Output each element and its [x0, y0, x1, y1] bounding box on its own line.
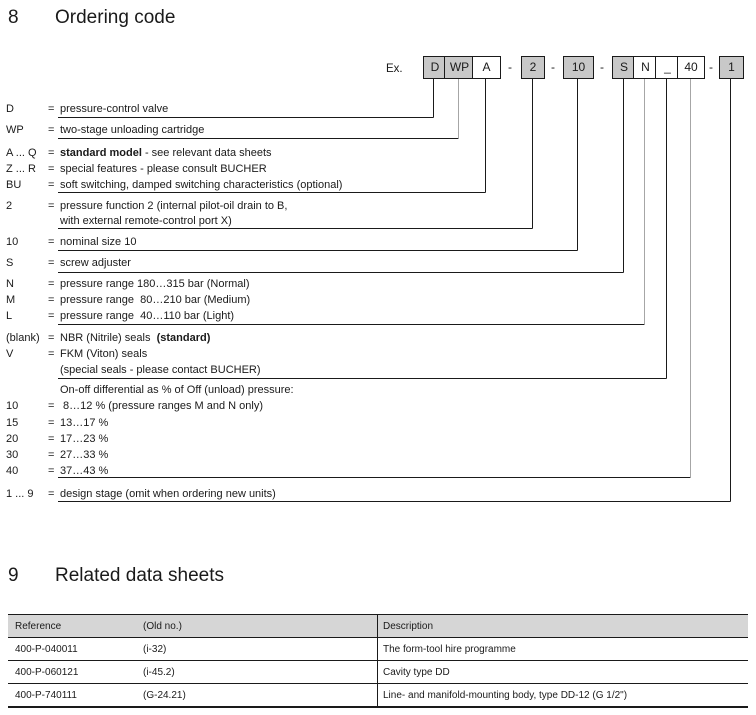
example-label: Ex. — [386, 63, 403, 75]
code-box: WP — [444, 56, 475, 79]
section-8-number: 8 — [8, 7, 19, 28]
code-box: 10 — [563, 56, 594, 79]
ordering-code — [6, 384, 48, 399]
ordering-code: 10 — [6, 400, 19, 412]
ordering-description — [60, 294, 250, 309]
ordering-row — [6, 332, 210, 347]
table-row — [8, 661, 748, 684]
ordering-description — [60, 124, 204, 139]
equals-sign: = — [48, 200, 55, 212]
ordering-description — [60, 433, 108, 448]
description-text: soft switching, damped switching characteristics (optional) — [60, 179, 343, 191]
ordering-description — [60, 200, 287, 215]
equals-sign: = — [48, 278, 55, 290]
cell-description: Cavity type DD — [377, 661, 748, 683]
cell-description: Line- and manifold-mounting body, type DD-12 (G 1/2") — [377, 684, 748, 706]
equals-sign: = — [48, 348, 55, 360]
code-separator: - — [600, 60, 604, 74]
description-text: (special seals - please contact BUCHER) — [60, 364, 261, 376]
code-box: N — [633, 56, 658, 79]
table-row — [8, 684, 748, 706]
description-text: 8…12 % (pressure ranges M and N only) — [60, 400, 263, 412]
description-text: design stage (omit when ordering new units) — [60, 488, 276, 500]
code-box: S — [612, 56, 636, 79]
description-text: screw adjuster — [60, 257, 131, 269]
description-text: 27…33 % — [60, 449, 109, 461]
code-box: 2 — [521, 56, 545, 79]
ordering-description — [60, 449, 108, 464]
table-row — [8, 638, 748, 661]
ordering-description — [60, 257, 131, 272]
ordering-row — [6, 348, 147, 363]
code-box: A — [472, 56, 501, 79]
equals-sign: = — [48, 465, 55, 477]
ordering-row — [6, 179, 342, 194]
equals-sign: = — [48, 310, 55, 322]
ordering-code: 40 — [6, 465, 19, 477]
ordering-row — [6, 124, 204, 139]
equals-sign: = — [48, 257, 55, 269]
ordering-description — [60, 400, 263, 415]
ordering-row — [6, 384, 294, 399]
ordering-description — [60, 103, 168, 118]
equals-sign — [48, 215, 60, 230]
ordering-description — [60, 488, 276, 503]
ordering-row — [6, 200, 287, 215]
ordering-description — [60, 465, 108, 480]
ordering-row — [6, 310, 234, 325]
ordering-code: M — [6, 294, 16, 306]
ordering-row — [6, 215, 232, 230]
code-box: 40 — [677, 56, 705, 79]
description-text: pressure range 40…110 bar (Light) — [60, 310, 235, 322]
description-text: nominal size 10 — [60, 236, 137, 248]
description-text: 17…23 % — [60, 433, 109, 445]
ordering-description — [60, 348, 147, 363]
ordering-description — [60, 179, 342, 194]
ordering-description — [60, 147, 272, 162]
ordering-description — [60, 332, 210, 347]
ordering-row — [6, 103, 168, 118]
description-text: pressure-control valve — [60, 103, 169, 115]
ordering-code: 1 ... 9 — [6, 488, 34, 500]
description-text: pressure range 180…315 bar (Normal) — [60, 278, 250, 290]
description-bold-text: standard model — [60, 147, 142, 159]
ordering-description — [60, 384, 294, 399]
ordering-code — [6, 215, 48, 230]
ordering-row — [6, 147, 272, 162]
description-text: two-stage unloading cartridge — [60, 124, 205, 136]
equals-sign: = — [48, 488, 55, 500]
code-box: D — [423, 56, 447, 79]
code-separator: - — [508, 60, 512, 74]
code-separator: - — [551, 60, 555, 74]
ordering-code: 20 — [6, 433, 19, 445]
ordering-code: (blank) — [6, 332, 40, 344]
equals-sign — [48, 384, 60, 399]
code-box: _ — [655, 56, 680, 79]
ordering-row — [6, 163, 267, 178]
equals-sign: = — [48, 147, 55, 159]
code-separator: - — [709, 60, 713, 74]
ordering-code: 15 — [6, 417, 19, 429]
ordering-code: WP — [6, 124, 24, 136]
header-description: Description — [377, 615, 748, 637]
ordering-description — [60, 236, 136, 251]
ordering-code: D — [6, 103, 14, 115]
ordering-row — [6, 294, 250, 309]
equals-sign — [48, 364, 60, 379]
ordering-description — [60, 364, 261, 379]
ordering-code: A ... Q — [6, 147, 37, 159]
equals-sign: = — [48, 236, 55, 248]
description-text: 37…43 % — [60, 465, 109, 477]
header-old-no: (Old no.) — [143, 620, 182, 632]
description-text: On-off differential as % of Off (unload) pressure: — [60, 384, 294, 396]
ordering-row — [6, 257, 131, 272]
ordering-row — [6, 400, 263, 415]
equals-sign: = — [48, 124, 55, 136]
ordering-code: BU — [6, 179, 22, 191]
description-text: pressure range 80…210 bar (Medium) — [60, 294, 251, 306]
cell-reference: 400-P-040011 — [15, 643, 78, 655]
ordering-code — [6, 364, 48, 379]
ordering-row — [6, 417, 108, 432]
description-text: special features - please consult BUCHER — [60, 163, 267, 175]
ordering-description — [60, 163, 267, 178]
ordering-code: 2 — [6, 200, 13, 212]
ordering-code: 10 — [6, 236, 19, 248]
table-header-row — [8, 615, 748, 638]
ordering-code: N — [6, 278, 14, 290]
cell-old-no: (i-32) — [143, 643, 167, 655]
ordering-description — [60, 215, 232, 230]
ordering-row — [6, 465, 108, 480]
description-text: - see relevant data sheets — [141, 147, 272, 159]
equals-sign: = — [48, 417, 55, 429]
equals-sign: = — [48, 449, 55, 461]
description-text: 13…17 % — [60, 417, 109, 429]
description-text: with external remote-control port X) — [60, 215, 232, 227]
ordering-description — [60, 310, 234, 325]
ordering-code: 30 — [6, 449, 19, 461]
description-text: pressure function 2 (internal pilot-oil drain to B, — [60, 200, 288, 212]
section-9-number: 9 — [8, 565, 19, 586]
ordering-code: V — [6, 348, 14, 360]
ordering-row — [6, 488, 276, 503]
ordering-row — [6, 236, 136, 251]
ordering-code: Z ... R — [6, 163, 36, 175]
code-box: 1 — [719, 56, 744, 79]
ordering-row — [6, 278, 250, 293]
cell-reference: 400-P-060121 — [15, 666, 79, 678]
ordering-description — [60, 278, 250, 293]
equals-sign: = — [48, 103, 55, 115]
description-bold-text: (standard) — [156, 332, 211, 344]
section-9-title: Related data sheets — [55, 565, 225, 586]
related-data-sheets-table — [8, 614, 748, 708]
description-text: FKM (Viton) seals — [60, 348, 148, 360]
equals-sign: = — [48, 294, 55, 306]
ordering-row — [6, 364, 261, 379]
equals-sign: = — [48, 163, 55, 175]
ordering-row — [6, 449, 108, 464]
equals-sign: = — [48, 400, 55, 412]
ordering-code: S — [6, 257, 14, 269]
ordering-description — [60, 417, 108, 432]
cell-reference: 400-P-740111 — [15, 689, 77, 701]
description-text: NBR (Nitrile) seals — [60, 332, 157, 344]
ordering-code: L — [6, 310, 13, 322]
equals-sign: = — [48, 433, 55, 445]
cell-old-no: (G-24.21) — [143, 689, 186, 701]
equals-sign: = — [48, 332, 55, 344]
cell-description: The form-tool hire programme — [377, 638, 748, 660]
ordering-row — [6, 433, 108, 448]
section-8-title: Ordering code — [55, 7, 176, 28]
cell-old-no: (i-45.2) — [143, 666, 175, 678]
header-reference: Reference — [15, 620, 62, 632]
equals-sign: = — [48, 179, 55, 191]
